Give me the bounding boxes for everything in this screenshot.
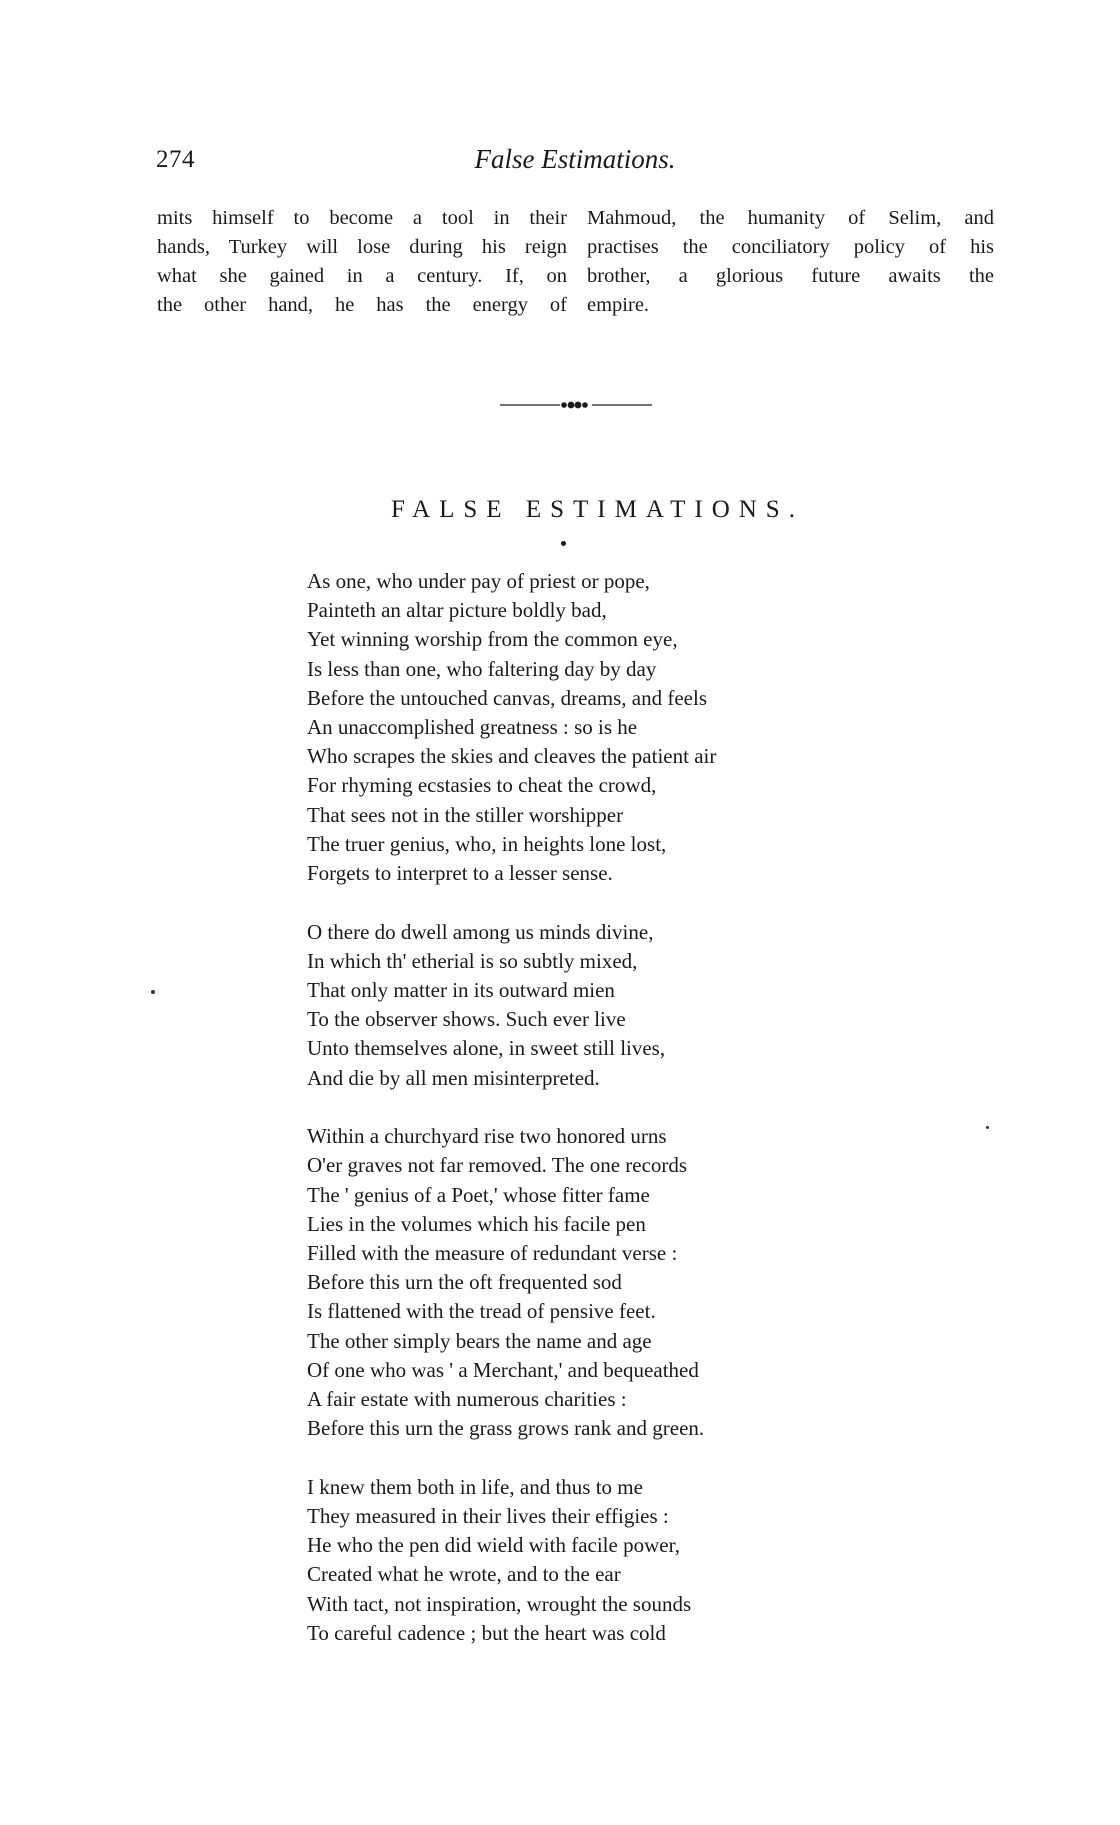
text-line: brother, a glorious future awaits the bbox=[587, 265, 994, 287]
print-speck bbox=[151, 990, 155, 994]
poem-body bbox=[307, 567, 716, 1677]
verse-line: An unaccomplished greatness : so is he bbox=[307, 714, 638, 739]
title-dot bbox=[561, 541, 566, 546]
verse-line: That only matter in its outward mien bbox=[307, 977, 615, 1002]
text-line: the other hand, he has the energy of bbox=[157, 294, 567, 316]
text-line: practises the conciliatory policy of his bbox=[587, 236, 994, 258]
text-line: Mahmoud, the humanity of Selim, and bbox=[587, 207, 994, 229]
verse-line: They measured in their lives their effigies : bbox=[307, 1503, 669, 1528]
verse-line: In which th' etherial is so subtly mixed, bbox=[307, 948, 638, 973]
verse-line: O there do dwell among us minds divine, bbox=[307, 919, 654, 944]
poem-title: FALSE ESTIMATIONS. bbox=[391, 496, 804, 523]
running-head: False Estimations. bbox=[474, 144, 676, 174]
verse-line: Within a churchyard rise two honored urns bbox=[307, 1124, 667, 1149]
stanza-4 bbox=[307, 1473, 716, 1648]
verse-line: With tact, not inspiration, wrought the sounds bbox=[307, 1591, 692, 1616]
verse-line: I knew them both in life, and thus to me bbox=[307, 1474, 643, 1499]
verse-line: The ' genius of a Poet,' whose fitter fame bbox=[307, 1182, 650, 1207]
verse-line: Of one who was ' a Merchant,' and bequeathed bbox=[307, 1357, 699, 1382]
stanza-2 bbox=[307, 918, 716, 1093]
verse-line: And die by all men misinterpreted. bbox=[307, 1065, 600, 1090]
verse-line: Before this urn the grass grows rank and green. bbox=[307, 1416, 705, 1441]
text-line: hands, Turkey will lose during his reign bbox=[157, 236, 567, 258]
section-divider-ornament bbox=[500, 397, 652, 413]
verse-line: A fair estate with numerous charities : bbox=[307, 1386, 627, 1411]
verse-line: Filled with the measure of redundant verse : bbox=[307, 1240, 678, 1265]
prev-article-right-column bbox=[587, 204, 994, 320]
verse-line: Is less than one, who faltering day by day bbox=[307, 656, 657, 681]
verse-line: As one, who under pay of priest or pope, bbox=[307, 569, 650, 593]
verse-line: For rhyming ecstasies to cheat the crowd, bbox=[307, 773, 657, 798]
stanza-3 bbox=[307, 1122, 716, 1443]
text-line: mits himself to become a tool in their bbox=[157, 207, 567, 229]
verse-line: Is flattened with the tread of pensive feet. bbox=[307, 1299, 656, 1324]
text-line: empire. bbox=[587, 294, 650, 316]
verse-line: O'er graves not far removed. The one records bbox=[307, 1153, 688, 1178]
verse-line: The other simply bears the name and age bbox=[307, 1328, 652, 1353]
print-speck bbox=[986, 1126, 989, 1129]
verse-line: To the observer shows. Such ever live bbox=[307, 1007, 626, 1032]
stanza-1 bbox=[307, 567, 716, 888]
verse-line: Yet winning worship from the common eye, bbox=[307, 627, 678, 652]
verse-line: Before the untouched canvas, dreams, and feels bbox=[307, 685, 708, 710]
verse-line: Created what he wrote, and to the ear bbox=[307, 1562, 621, 1587]
verse-line: The truer genius, who, in heights lone lost, bbox=[307, 831, 667, 856]
verse-line: Unto themselves alone, in sweet still lives, bbox=[307, 1036, 666, 1061]
verse-line: Who scrapes the skies and cleaves the patient air bbox=[307, 744, 717, 769]
page-number: 274 bbox=[156, 146, 195, 173]
verse-line: He who the pen did wield with facile power, bbox=[307, 1533, 680, 1558]
text-line: what she gained in a century. If, on bbox=[157, 265, 567, 287]
verse-line: Lies in the volumes which his facile pen bbox=[307, 1211, 646, 1236]
verse-line: Painteth an altar picture boldly bad, bbox=[307, 598, 607, 623]
verse-line: To careful cadence ; but the heart was cold bbox=[307, 1620, 666, 1645]
verse-line: That sees not in the stiller worshipper bbox=[307, 802, 624, 827]
prev-article-left-column bbox=[157, 204, 567, 320]
verse-line: Forgets to interpret to a lesser sense. bbox=[307, 860, 613, 885]
verse-line: Before this urn the oft frequented sod bbox=[307, 1270, 622, 1295]
